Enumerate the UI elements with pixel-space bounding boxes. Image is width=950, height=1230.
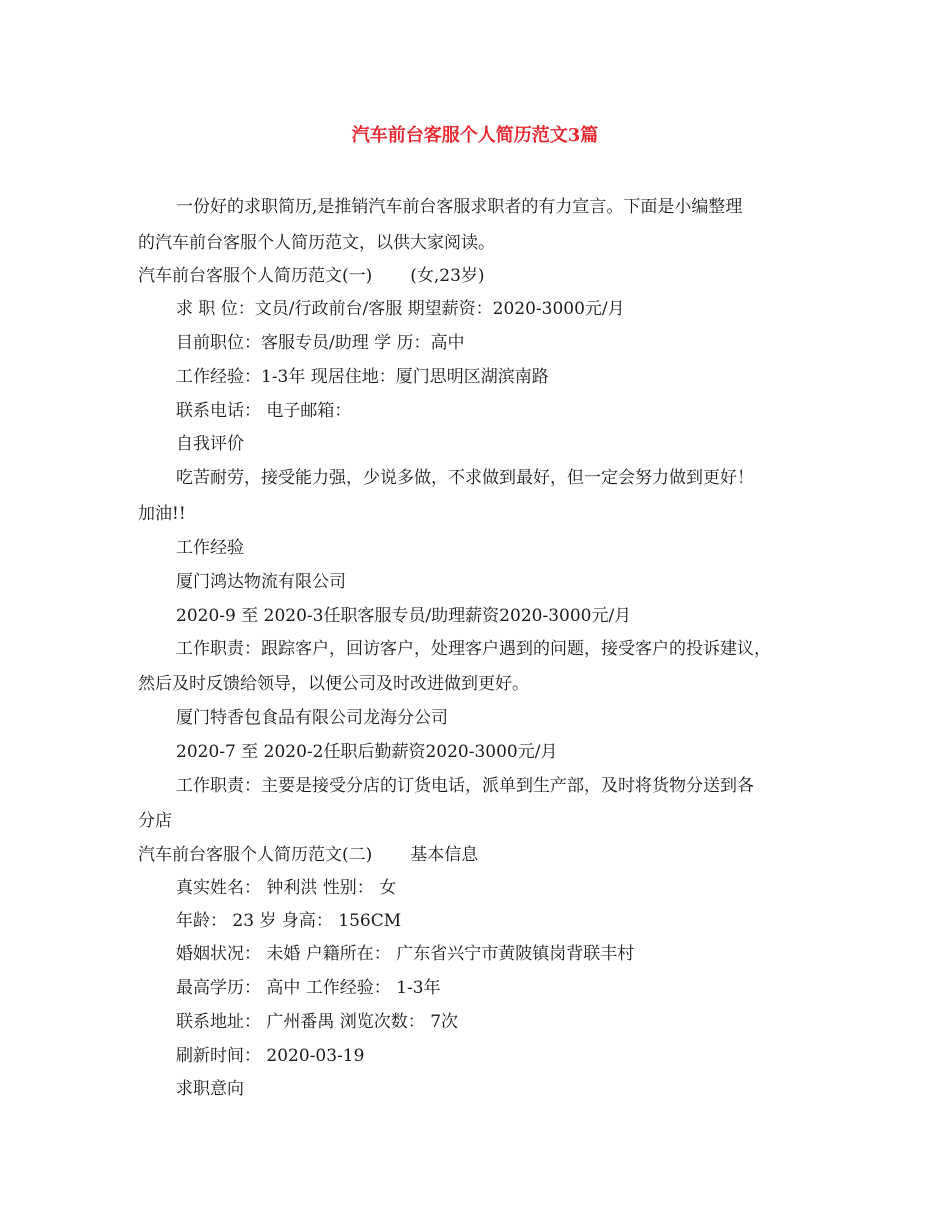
- document-title: 汽车前台客服个人简历范文3篇: [351, 125, 599, 146]
- work-heading: 工作经验: [176, 538, 244, 558]
- self-eval-heading: 自我评价: [176, 434, 244, 454]
- resume1-heading-note: (女,23岁): [410, 266, 485, 286]
- resume2-info-line: 联系地址： 广州番禺 浏览次数： 7次: [176, 1012, 459, 1032]
- resume2-info-line: 求职意向: [176, 1079, 244, 1099]
- resume2-heading: 汽车前台客服个人简历范文(二): [138, 845, 373, 865]
- self-eval-line: 吃苦耐劳，接受能力强，少说多做，不求做到最好，但一定会努力做到更好！: [176, 468, 754, 488]
- job-period: 2020-7 至 2020-2任职后勤薪资2020-3000元/月: [176, 742, 558, 762]
- resume1-heading: 汽车前台客服个人简历范文(一): [138, 266, 373, 286]
- job-duty-line: 分店: [138, 811, 172, 831]
- self-eval-line: 加油!!: [138, 504, 186, 524]
- job-company: 厦门鸿达物流有限公司: [176, 572, 346, 592]
- job-duty-line: 工作职责：跟踪客户，回访客户，处理客户遇到的问题，接受客户的投诉建议，: [176, 639, 771, 659]
- resume1-heading-row: [138, 265, 485, 287]
- resume2-info-line: 最高学历： 高中 工作经验： 1-3年: [176, 978, 441, 998]
- resume2-info-line: 真实姓名： 钟利洪 性别： 女: [176, 878, 397, 898]
- job-duty-line: 工作职责：主要是接受分店的订货电话，派单到生产部，及时将货物分送到各: [176, 776, 754, 796]
- resume2-info-line: 刷新时间： 2020-03-19: [176, 1046, 365, 1066]
- resume1-experience: 工作经验：1-3年 现居住地：厦门思明区湖滨南路: [176, 367, 549, 387]
- job-duty-line: 然后及时反馈给领导，以便公司及时改进做到更好。: [138, 674, 529, 694]
- resume2-info-line: 婚姻状况： 未婚 户籍所在： 广东省兴宁市黄陂镇岗背联丰村: [176, 944, 635, 964]
- resume1-contact: 联系电话： 电子邮箱：: [176, 401, 352, 421]
- resume2-heading-row: [138, 844, 478, 866]
- resume2-info-line: 年龄： 23 岁 身高： 156CM: [176, 911, 402, 931]
- resume2-heading-note: 基本信息: [410, 845, 479, 865]
- job-period: 2020-9 至 2020-3任职客服专员/助理薪资2020-3000元/月: [176, 606, 632, 626]
- intro-line: 的汽车前台客服个人简历范文，以供大家阅读。: [138, 233, 495, 253]
- job-company: 厦门特香包食品有限公司龙海分公司: [176, 708, 448, 728]
- resume1-current-position: 目前职位：客服专员/助理 学 历：高中: [176, 333, 465, 353]
- intro-line: 一份好的求职简历,是推销汽车前台客服求职者的有力宣言。下面是小编整理: [176, 197, 743, 217]
- resume1-job-position: 求 职 位：文员/行政前台/客服 期望薪资：2020-3000元/月: [176, 299, 625, 319]
